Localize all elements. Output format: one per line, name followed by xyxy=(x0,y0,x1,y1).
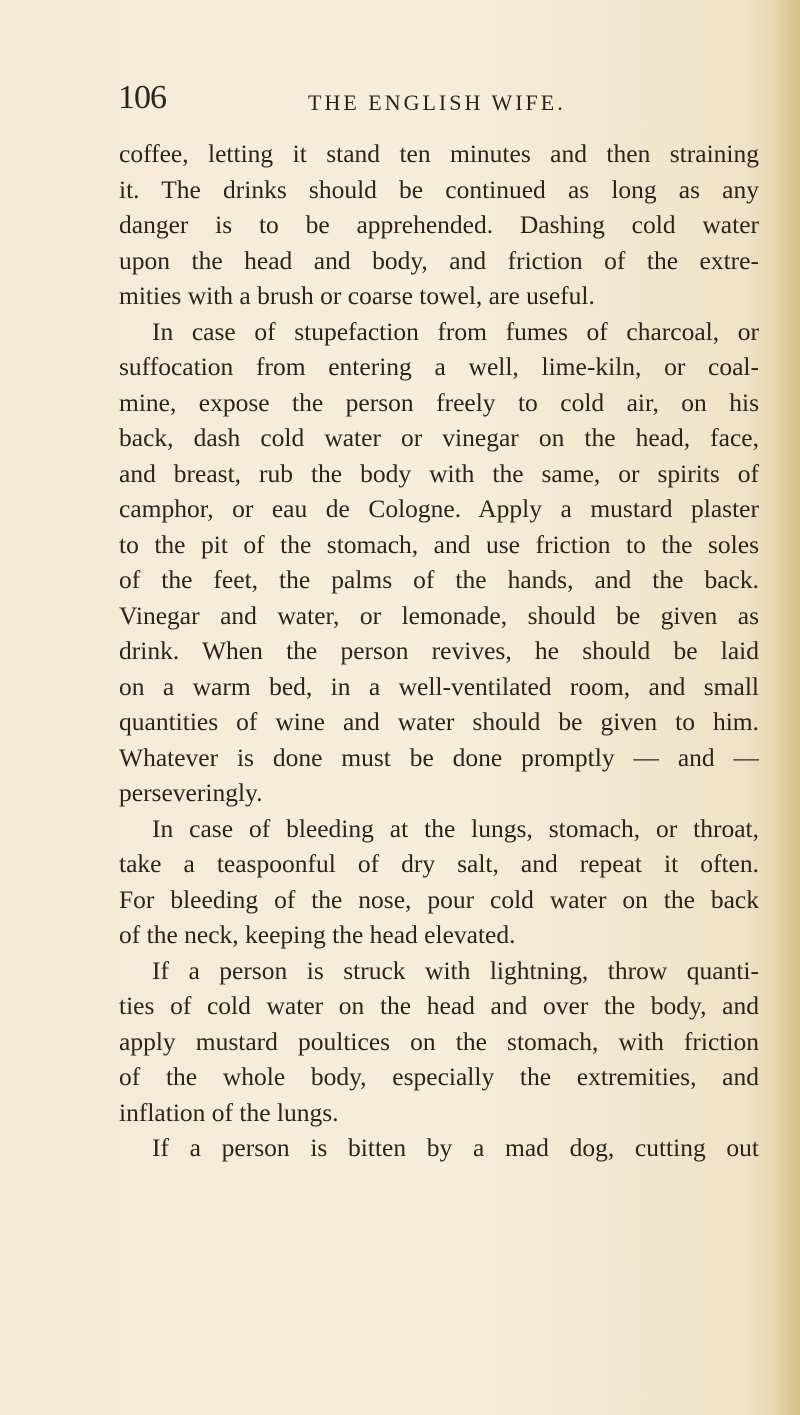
text-line: take a teaspoonful of dry salt, and repeat it often. xyxy=(119,849,759,878)
text-line: coffee, letting it stand ten minutes and then straining xyxy=(119,139,759,168)
text-line: quantities of wine and water should be given to him. xyxy=(119,707,759,736)
text-line: ties of cold water on the head and over the body, and xyxy=(119,991,759,1020)
text-line: and breast, rub the body with the same, or spirits of xyxy=(119,458,759,488)
paragraph-first-line: If a person is bitten by a mad dog, cutting out xyxy=(152,1133,759,1162)
text-line: camphor, or eau de Cologne. Apply a mustard plaster xyxy=(119,494,759,523)
text-line: of the feet, the palms of the hands, and the back. xyxy=(119,565,759,594)
text-line: suffocation from entering a well, lime-kiln, or coal- xyxy=(119,352,759,381)
text-line: upon the head and body, and friction of the extre- xyxy=(119,245,759,275)
text-line: For bleeding of the nose, pour cold water on the back xyxy=(119,884,759,914)
text-line: of the whole body, especially the extremities, and xyxy=(119,1062,759,1091)
text-line: perseveringly. xyxy=(119,778,263,807)
page-header xyxy=(118,78,758,128)
text-line: mine, expose the person freely to cold air, on his xyxy=(119,387,759,417)
text-line: back, dash cold water or vinegar on the head, face, xyxy=(119,423,759,452)
paragraph-first-line: In case of stupefaction from fumes of charcoal, or xyxy=(152,316,759,346)
text-line: mities with a brush or coarse towel, are useful. xyxy=(119,281,595,310)
text-line: drink. When the person revives, he should be laid xyxy=(119,636,759,665)
text-line: danger is to be apprehended. Dashing cold water xyxy=(119,210,759,239)
text-line: on a warm bed, in a well-ventilated room, and small xyxy=(119,671,759,701)
body-text xyxy=(119,136,759,1166)
text-line: inflation of the lungs. xyxy=(119,1097,339,1127)
paragraph-first-line: If a person is struck with lightning, throw quanti- xyxy=(152,955,759,985)
text-line: Whatever is done must be done promptly — and — xyxy=(119,742,759,772)
text-line: of the neck, keeping the head elevated. xyxy=(119,920,516,949)
text-line: Vinegar and water, or lemonade, should be given as xyxy=(119,600,759,630)
text-line: apply mustard poultices on the stomach, with friction xyxy=(119,1026,759,1056)
page-number: 106 xyxy=(118,79,166,116)
text-line: it. The drinks should be continued as long as any xyxy=(119,174,759,204)
text-line: to the pit of the stomach, and use friction to the soles xyxy=(119,529,759,559)
paragraph-first-line: In case of bleeding at the lungs, stomach, or throat, xyxy=(152,813,759,843)
running-head: THE ENGLISH WIFE. xyxy=(308,90,566,115)
page-edge-shadow xyxy=(772,0,800,1415)
